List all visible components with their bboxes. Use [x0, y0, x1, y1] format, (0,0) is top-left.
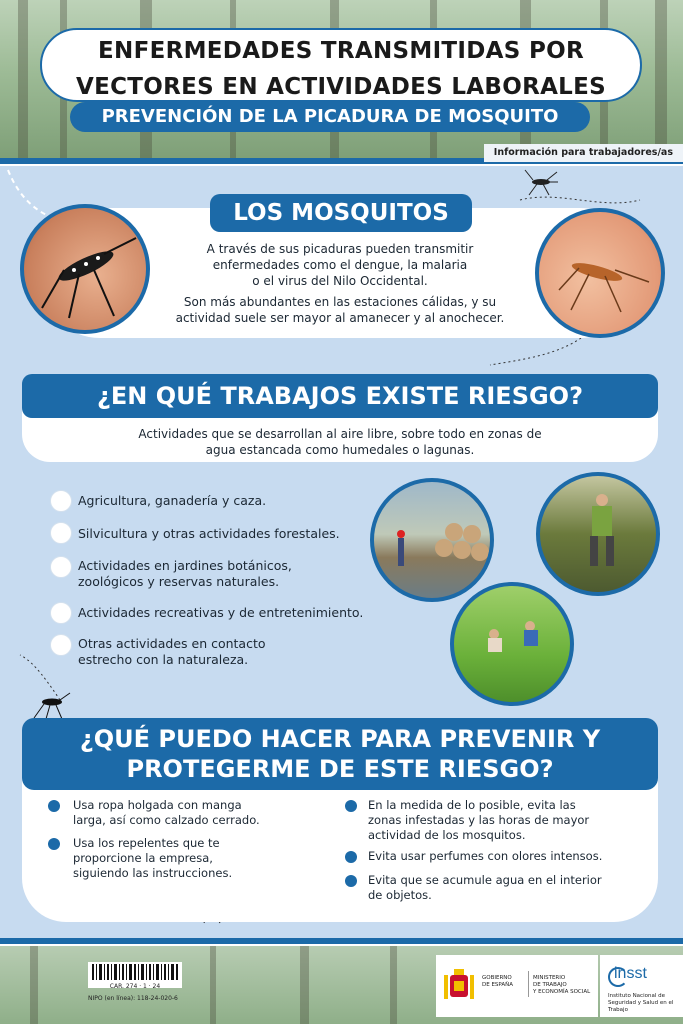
- prevencion-tip: Evita que se acumule agua en el interior de objetos.: [368, 873, 602, 902]
- gov-line1: GOBIERNO: [482, 975, 512, 981]
- riesgo-intro: [60, 426, 620, 458]
- riesgo-item: Silvicultura y otras actividades forestales.: [78, 526, 340, 541]
- bullet-dot: [345, 875, 357, 887]
- prevencion-title-line2: PROTEGERME DE ESTE RIESGO?: [126, 755, 554, 783]
- forestry-worker-photo: [370, 478, 494, 602]
- riesgo-intro-line2: agua estancada como humedales o lagunas.: [205, 443, 475, 457]
- mosquito-illustration: [24, 208, 146, 330]
- logs-illustration: [374, 482, 490, 598]
- bullet-dot: [345, 800, 357, 812]
- prevencion-title: [22, 718, 658, 790]
- mosquitos-text-2: [150, 294, 530, 326]
- header-title-line2: VECTORES EN ACTIVIDADES LABORALES: [75, 74, 607, 100]
- mosquitos-title: LOS MOSQUITOS: [210, 194, 472, 232]
- bullet-circle: [50, 602, 72, 624]
- bullet-dot: [345, 851, 357, 863]
- mosquitos-text: [170, 241, 510, 289]
- insst-line1: Instituto Nacional de: [608, 993, 665, 999]
- riesgo-item: Actividades recreativas y de entretenimiento.: [78, 605, 364, 620]
- gov-line2: DE ESPAÑA: [482, 982, 514, 988]
- coat-of-arms-icon: [442, 965, 476, 1005]
- insst-logo: [600, 955, 683, 1017]
- mosquito-illustration: [539, 212, 661, 334]
- riesgo-title: ¿EN QUÉ TRABAJOS EXISTE RIESGO?: [22, 374, 658, 418]
- prevencion-tip: Usa ropa holgada con manga larga, así como calzado cerrado.: [73, 798, 260, 827]
- bullet-circle: [50, 634, 72, 656]
- header-title-line1: ENFERMEDADES TRANSMITIDAS POR: [98, 38, 584, 64]
- mosquitos-para2-line1: Son más abundantes en las estaciones cálidas, y su: [183, 295, 497, 309]
- rice-field-photo: [450, 582, 574, 706]
- catalog-code: CAR. 274 · 1 · 24: [109, 983, 161, 990]
- mosquitos-para1-line3: o el virus del Nilo Occidental.: [252, 274, 428, 288]
- prevencion-title-line1: ¿QUÉ PUEDO HACER PARA PREVENIR Y: [79, 725, 601, 753]
- info-tag: Información para trabajadores/as: [484, 144, 683, 162]
- mosquito-icon: [523, 168, 559, 196]
- mosquitos-para2-line2: actividad suele ser mayor al amanecer y al anochecer.: [175, 311, 505, 325]
- nipo-code: NIPO (en línea): 118-24-020-6: [88, 995, 178, 1002]
- bullet-dot: [48, 838, 60, 850]
- mosquito-photo-left: [20, 204, 150, 334]
- insst-wordmark: insst: [614, 965, 647, 982]
- header-title-box: [40, 28, 642, 102]
- prevencion-tip: En la medida de lo posible, evita las zonas infestadas y las horas de mayor actividad de los mosquitos.: [368, 798, 590, 842]
- mosquito-photo-right: [535, 208, 665, 338]
- ministry-line2: DE TRABAJO: [533, 982, 567, 988]
- ministry-line3: Y ECONOMÍA SOCIAL: [533, 989, 591, 995]
- riesgo-item: Otras actividades en contacto estrecho con la naturaleza.: [78, 636, 266, 667]
- ministry-line1: MINISTERIO: [533, 975, 566, 981]
- prevencion-tip: Evita usar perfumes con olores intensos.: [368, 849, 603, 863]
- riesgo-intro-line1: Actividades que se desarrollan al aire libre, sobre todo en zonas de: [138, 427, 542, 441]
- bullet-dot: [48, 800, 60, 812]
- wetland-worker-photo: [536, 472, 660, 596]
- bottom-divider: [0, 938, 683, 944]
- riesgo-item: Actividades en jardines botánicos, zoológicos y reservas naturales.: [78, 558, 292, 589]
- prevencion-tip: Usa los repelentes que te proporcione la empresa, siguiendo las instrucciones.: [73, 836, 233, 880]
- farmers-illustration: [454, 586, 570, 702]
- mosquito-icon: [32, 688, 72, 720]
- worker-illustration: [540, 476, 656, 592]
- bullet-circle: [50, 490, 72, 512]
- bullet-circle: [50, 556, 72, 578]
- bullet-circle: [50, 522, 72, 544]
- mosquitos-para1-line1: A través de sus picaduras pueden transmitir: [206, 242, 474, 256]
- insst-line2: Seguridad y Salud en el Trabajo: [608, 1000, 674, 1013]
- header-subtitle: PREVENCIÓN DE LA PICADURA DE MOSQUITO: [70, 102, 590, 132]
- government-logo: [436, 955, 598, 1017]
- mosquitos-para1-line2: enfermedades como el dengue, la malaria: [212, 258, 468, 272]
- riesgo-item: Agricultura, ganadería y caza.: [78, 493, 267, 508]
